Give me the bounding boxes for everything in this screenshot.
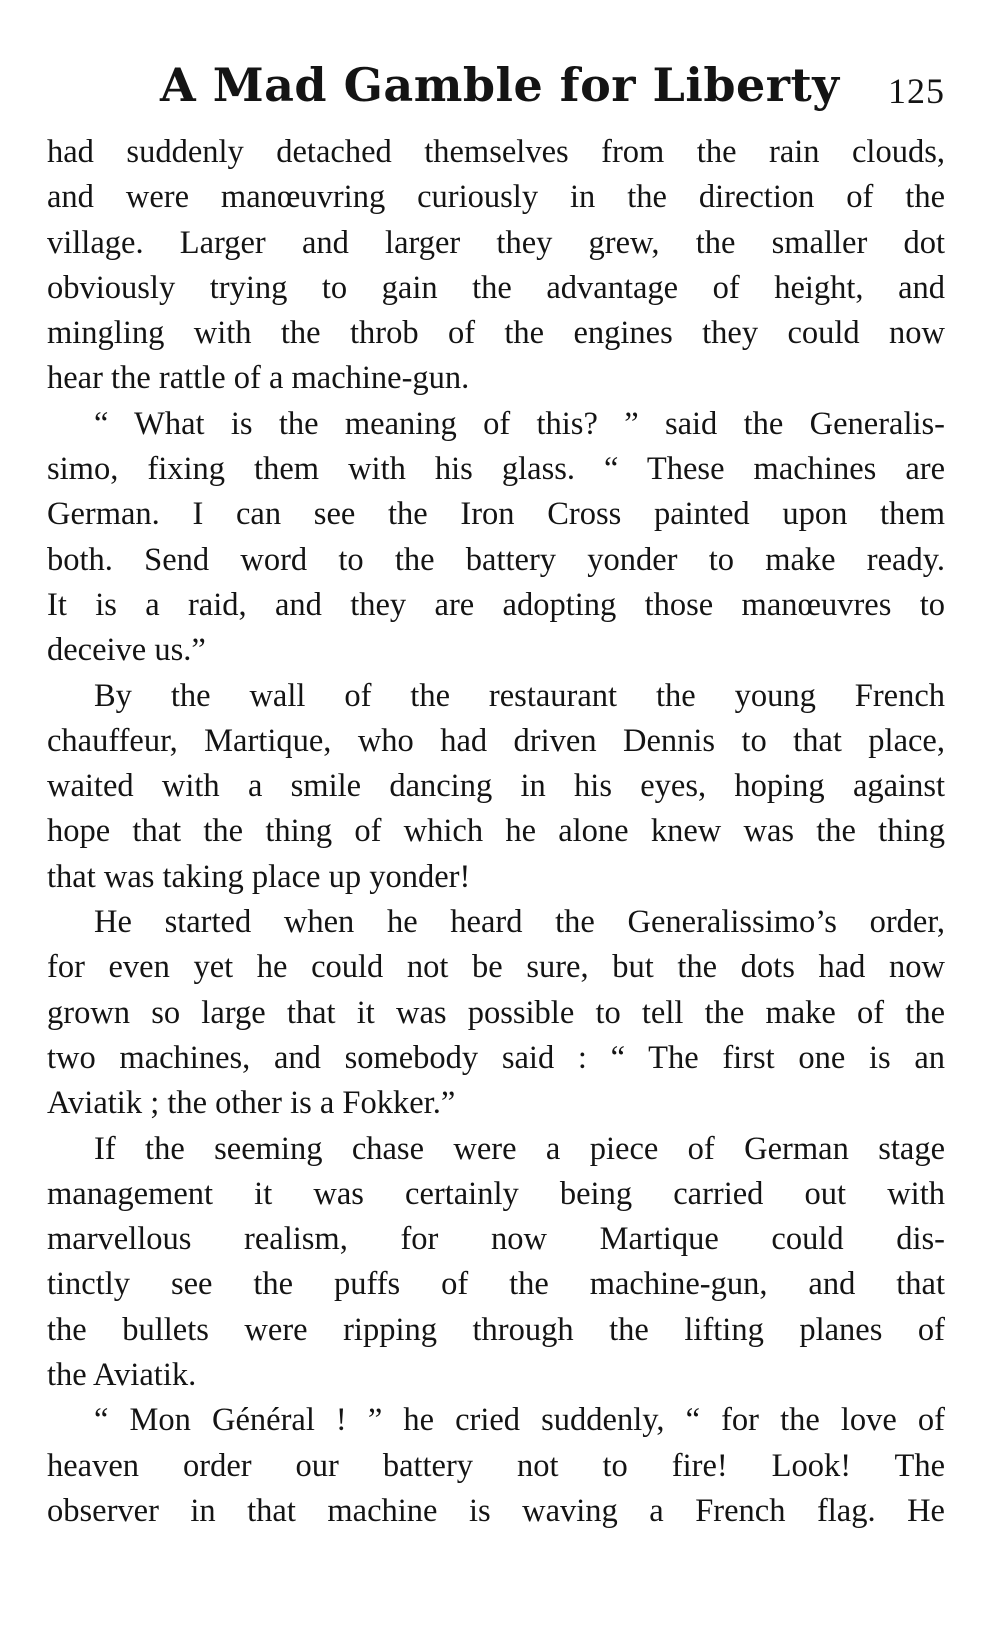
text-line: both. Send word to the battery yonder to make ready. [47,541,945,578]
text-line: It is a raid, and they are adopting those manœuvres to [47,586,945,623]
page-number: 125 [888,71,945,111]
text-line: simo, fixing them with his glass. “ These machines are [47,451,945,488]
text-line: mingling with the throb of the engines they could now [47,315,945,352]
text-line: obviously trying to gain the advantage of height, and [47,269,945,306]
text-line: heaven order our battery not to fire! Look! The [47,1447,945,1484]
text-line: the bullets were ripping through the lifting planes of [47,1311,945,1348]
text-line: waited with a smile dancing in his eyes, hoping against [47,768,945,805]
text-line: deceive us.” [47,632,206,669]
text-line: If the seeming chase were a piece of German stage [94,1130,945,1167]
text-line: for even yet he could not be sure, but the dots had now [47,949,945,986]
text-line: chauffeur, Martique, who had driven Dennis to that place, [47,722,945,759]
text-line: grown so large that it was possible to tell the make of the [47,994,945,1031]
body-text [47,130,945,1534]
text-line: and were manœuvring curiously in the direction of the [47,179,945,216]
text-line: tinctly see the puffs of the machine-gun, and that [47,1266,945,1303]
text-line: hear the rattle of a machine-gun. [47,360,470,397]
text-line: village. Larger and larger they grew, the smaller dot [47,224,945,261]
text-line: By the wall of the restaurant the young French [94,677,945,714]
text-line: the Aviatik. [47,1357,197,1394]
text-line: two machines, and somebody said : “ The first one is an [47,1039,945,1076]
text-line: management it was certainly being carried out with [47,1175,945,1212]
text-line: had suddenly detached themselves from the rain clouds, [47,134,945,170]
text-line: “ Mon Général ! ” he cried suddenly, “ for the love of [94,1402,945,1439]
text-line: He started when he heard the Generalissimo’s order, [94,904,945,941]
text-line: observer in that machine is waving a French flag. He [47,1492,945,1529]
page-header [0,55,1000,115]
text-line: marvellous realism, for now Martique could dis- [47,1221,945,1258]
text-line: German. I can see the Iron Cross painted upon them [47,496,945,533]
text-line: Aviatik ; the other is a Fokker.” [47,1085,456,1122]
text-line: “ What is the meaning of this? ” said the Generalis- [94,405,945,442]
text-line: hope that the thing of which he alone knew was the thing [47,813,945,850]
running-title: A Mad Gamble for Liberty [160,58,840,112]
text-line: that was taking place up yonder! [47,858,471,895]
